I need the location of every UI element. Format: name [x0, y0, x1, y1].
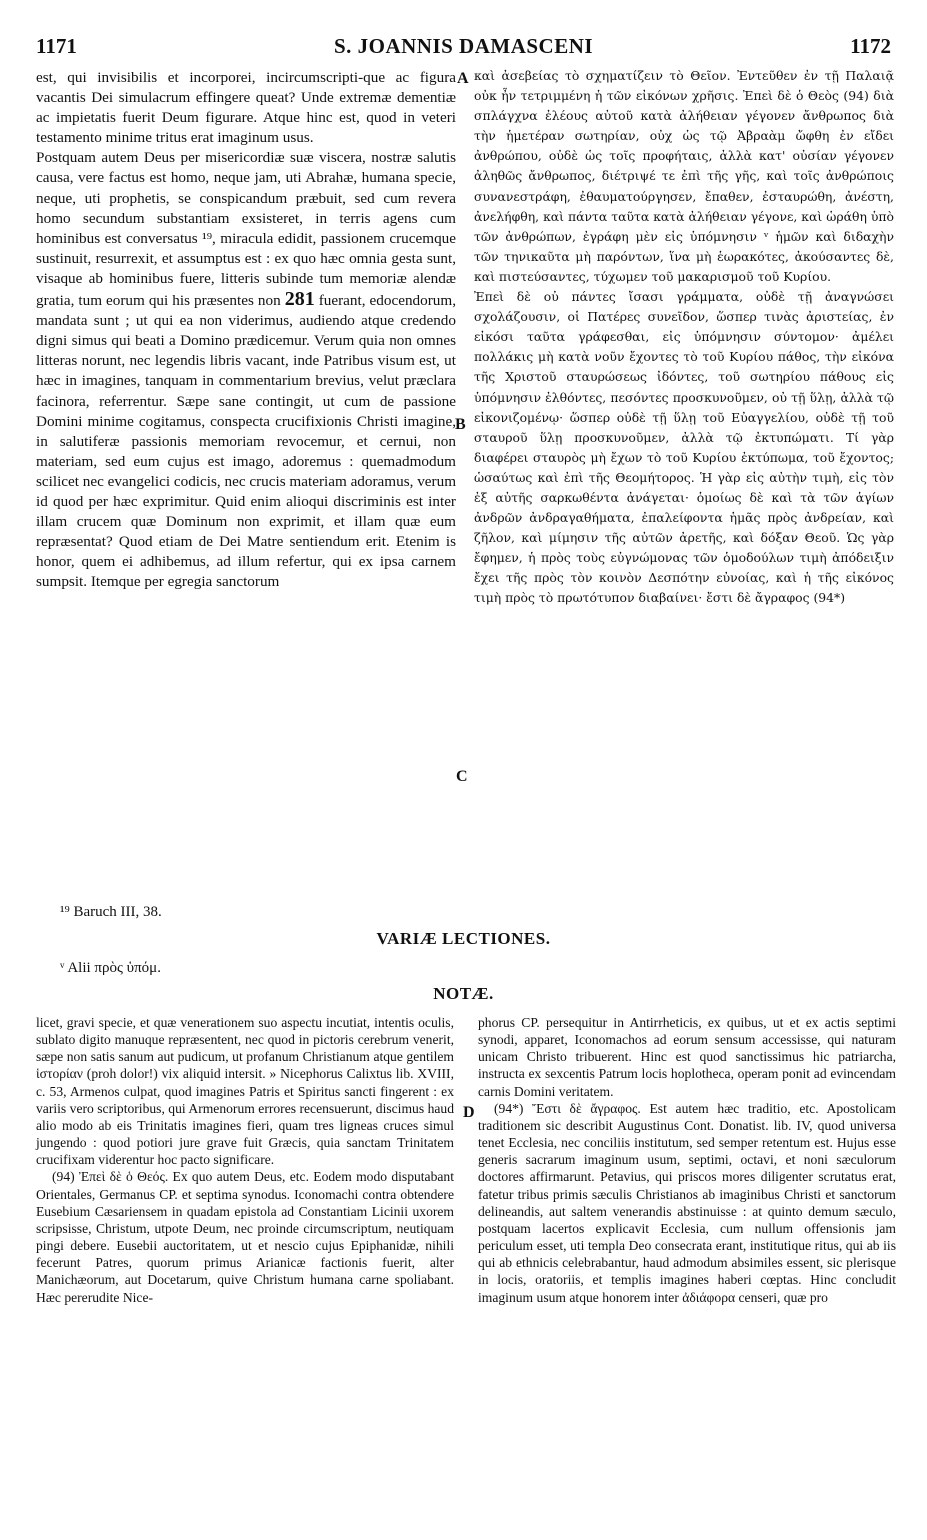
latin-column [36, 68, 456, 592]
latin-paragraph-2b: fuerant, edocendorum, mandata sunt ; ut qui ea non viderimus, audiendo atque credendo digni simus qui beati a Domino prædicemur. Verum quia non omnes litteras norunt, nec legendis libris vacant, inde Patribus visum est, ut hæc in imagines, tanquam in commentarium brevius, velut præclara facinora, referrentur. Sæpe sane contingit, ut cum de passione Domini minime cogitamus, conspecta crucifixionis Christi imagine, in salutiferæ passionis memoriam revocemur, et cernui, non materiam, sed eum cujus est imago, adoremus : quemadmodum scilicet nec evangelici codicis, nec crucis materiam adoramus, verum id quod per hæc exprimitur. Quid enim alioqui discriminis est inter illam crucem quæ Dominum non exprimit, et illam quæ eum repræsentat? Quod etiam de Dei Matre sentiendum erit. Etenim is honor, quem ei adhibemus, ad illum refertur, qui ex ipsa carnem sumpsit. Itemque per egregia sanctorum [36, 292, 457, 591]
margin-marker-c: C [456, 768, 468, 785]
greek-paragraph-2: Ἐπεὶ δὲ οὐ πάντες ἴσασι γράμματα, οὐδὲ τῇ ἀναγνώσει σχολάζουσιν, οἱ Πατέρες συνεῖδον, ὥσπερ τινὰς ἀριστείας, ἐν εἰκόσι ταῦτα γράφεσθαι, εἰς ὑπόμνησιν σύντομον· ἀμέλει πολλάκις μὴ κατὰ νοῦν ἔχοντες τὸ τοῦ Κυρίου πάθος, τὴν εἰκόνα τῆς Χριστοῦ σταυρώσεως ἰδόντες, τοῦ σωτηρίου πάθους εἰς ὑπόμνησιν ἐλθόντες, πεσόντες προσκυνοῦμεν, οὐ τῇ ὕλῃ, ἀλλὰ τῷ εἰκονιζομένῳ· ὥσπερ οὐδὲ τῇ ὕλῃ τοῦ Εὐαγγελίου, οὐδὲ τῇ τοῦ σταυροῦ ὕλῃ προσκυνοῦμεν, ἀλλὰ τῷ ἐκτυπώματι. Τί γὰρ διαφέρει σταυρὸς μὴ ἔχων τὸ τοῦ Κυρίου ἐκτύπωμα, τοῦ ἔχοντος; ὡσαύτως καὶ ἐπὶ τῆς Θεομήτορος. Ἡ γὰρ εἰς αὐτὴν τιμὴ, εἰς τὸν ἐξ αὐτῆς σαρκωθέντα ἀνάγεται· ὁμοίως δὲ καὶ τὰ τῶν ἁγίων ἀνδρῶν ἀνδραγαθήματα, ἐπαλείφοντα ἡμᾶς πρὸς ἀνδρείαν, καὶ ζῆλον, καὶ μίμησιν τῆς αὐτῶν ἀρετῆς, καὶ δόξαν Θεοῦ. Ὡς γὰρ ἔφημεν, ἡ πρὸς τοὺς εὐγνώμονας τῶν ὁμοδούλων τιμὴ ἀπόδειξιν ἔχει τῆς πρὸς τὸν κοινὸν Δεσπότην εὐνοίας, καὶ ἡ τῆς εἰκόνος τιμὴ πρὸς τὸ πρωτότυπον διαβαίνει· ἔστι δὲ ἄγραφος (94*) [474, 289, 894, 606]
margin-marker-b: B [455, 416, 466, 433]
note-left-paragraph-2: (94) Ἐπεὶ δὲ ὁ Θεός. Ex quo autem Deus, etc. Eodem modo disputabant Orientales, Germanus CP. et septima synodus. Iconomachi contra obtendere Eusebium Cæsariensem in quadam epistola ad Constantiam Licinii uxorem scripsisse, Christum, utpote Deum, nec proinde circumscriptum, neutiquam pingi debere. Eusebii auctoritatem, ut et nescio cujus Epiphanidæ, nihili fecerunt Patres, quorum primus Arianicæ factionis fuerit, alter Manichæorum, aut Docetarum, quive Christum humana carne spoliabant. Hæc pererudite Nice- [36, 1169, 454, 1305]
note-right-paragraph-2: (94*) Ἔστι δὲ ἄγραφος. Est autem hæc traditio, etc. Apostolicam traditionem sic describit Augustinus Cont. Donatist. lib. IV, quod universa tenet Ecclesia, nec conciliis institutum, sed semper retentum est. Hujus esse generis sacrarum imaginum usum, septimi, octavi, et noni sæculorum doctores affirmarunt. Petavius, qui priscos mores diligenter scrutatus erat, fatetur tribus primis sæculis Christianos ab imaginibus Christi et sanctorum delineandis, aut saltem venerandis abstinuisse : at quinto demum sæculo, postquam lacertos explicavit Ecclesia, cum nullum offensionis jam periculum esset, uti templa Deo consecrata erant, institutique ritus, qui ab iis qui ab ethnicis celebrabantur, haud admodum absimiles essent, sic plerisque in locis, oratoriis, et templis imagines haberi cœptas. Hinc concludit imaginum usum atque honorem inter ἀδιάφορα censeri, quæ pro [478, 1100, 896, 1305]
page-number-left: 1171 [36, 34, 77, 58]
note-right-paragraph-1: phorus CP. persequitur in Antirrheticis, ex quibus, ut et ex actis septimi synodi, apparet, Iconomachos ad eorum sensum accessisse, qui naturam unicam Christo tribuerent. Hinc est quod sanctissimus hic patriarcha, instructa ex sexcentis Patrum locis hoplotheca, operam ponit ad evincendam carnis Domini veritatem. [478, 1015, 896, 1099]
footnote-variant: ᵛ Alii πρὸς ὑπόμ. [60, 960, 161, 976]
notes-right-column [478, 1014, 896, 1306]
varia-lectiones-heading: VARIÆ LECTIONES. [376, 929, 551, 948]
edition-page-number: 281 [284, 288, 315, 311]
greek-column [474, 66, 894, 609]
margin-marker-d: D [463, 1104, 475, 1121]
footnote-19: ¹⁹ Baruch III, 38. [60, 904, 162, 920]
running-title: S. JOANNIS DAMASCENI [333, 34, 594, 58]
margin-marker-a: A [457, 70, 469, 87]
greek-paragraph-1: καὶ ἀσεβείας τὸ σχηματίζειν τὸ Θεῖον. Ἐντεῦθεν ἐν τῇ Παλαιᾷ οὐκ ἦν τετριμμένη ἡ τῶν εἰκόνων χρῆσις. Ἐπεὶ δὲ ὁ Θεὸς (94) διὰ σπλάγχνα ἐλέους αὐτοῦ κατὰ ἀλήθειαν γέγονεν ἄνθρωπος διὰ τὴν ἡμετέραν σωτηρίαν, οὐχ ὡς τῷ Ἀβραὰμ ὤφθη ἐν εἴδει ἀνθρώπου, οὐδὲ ὡς τοῖς προφήταις, ἀλλὰ κατ' οὐσίαν γέγονεν ἀληθῶς ἄνθρωπος, διέτριψέ τε ἐπὶ τῆς γῆς, καὶ τοῖς ἀνθρώποις συνανεστράφη, ἐθαυματούργησεν, ἔπαθεν, ἐσταυρώθη, ἀνέστη, ἀνελήφθη, καὶ πάντα ταῦτα κατὰ ἀλήθειαν γέγονε, καὶ ὡράθη ὑπὸ τῶν ἀνθρώπων, ἐγράφη μὲν εἰς ὑπόμνησιν ᵛ ἡμῶν καὶ διδαχὴν τῶν τηνικαῦτα μὴ παρόντων, ἵνα μὴ ἑωρακότες, ἀκούσαντες δὲ, καὶ πιστεύσαντες, τύχωμεν τοῦ μακαρισμοῦ τοῦ Κυρίου. [474, 68, 894, 284]
notae-heading: NOTÆ. [433, 984, 494, 1003]
note-left-paragraph-1: licet, gravi specie, et quæ venerationem suo aspectu incutiat, intentis oculis, sublato digito manuque repræsentent, nec quod in pictoris cerebrum venerit, sæpe non satis sanum aut pudicum, ut profanum Christianum atque gentilem ἱστορίαν (proh dolor!) vix aliquid intersit. » Nicephorus Calixtus lib. XVIII, c. 53, Armenos culpat, quod imagines Patris et Spiritus sancti fingerent : ex variis vero scriptoribus, qui Armenorum errores recensuerunt, discimus haud alio modo ab eis Trinitatis imagines fieri, quam tres ligneas cruces simul jungendo : quod potiori jure grave fuit Græcis, quia sanctam Trinitatem crucifixam viderentur hoc pacto significare. [36, 1015, 454, 1168]
latin-paragraph-2 [36, 148, 456, 592]
latin-paragraph-2a: Postquam autem Deus per misericordiæ suæ viscera, nostræ salutis causa, vere factus est homo, neque jam, uti Abrahæ, humana specie, neque, uti prophetis, se conspicandum præbuit, sed cum revera homo secundum substantiam exsisteret, in terris agens cum hominibus est conversatus ¹⁹, miracula edidit, passionem crucemque sustinuit, resurrexit, et assumptus est : ex quo hæc omnia gesta sunt, visaque ab hominibus fuere, litteris subinde tum memoriæ alendæ gratia, tum eorum qui his præsentes non [36, 149, 456, 310]
latin-paragraph-1: est, qui invisibilis et incorporei, incircumscripti-que ac figura vacantis Dei simulacrum effingere queat? Unde extremæ dementiæ ac impietatis fuerit Deum figurare. Atque hinc est, quod in veteri testamento minime tritus erat imaginum usus. [36, 69, 456, 147]
notes-left-column [36, 1014, 454, 1306]
page-number-right: 1172 [850, 34, 891, 58]
